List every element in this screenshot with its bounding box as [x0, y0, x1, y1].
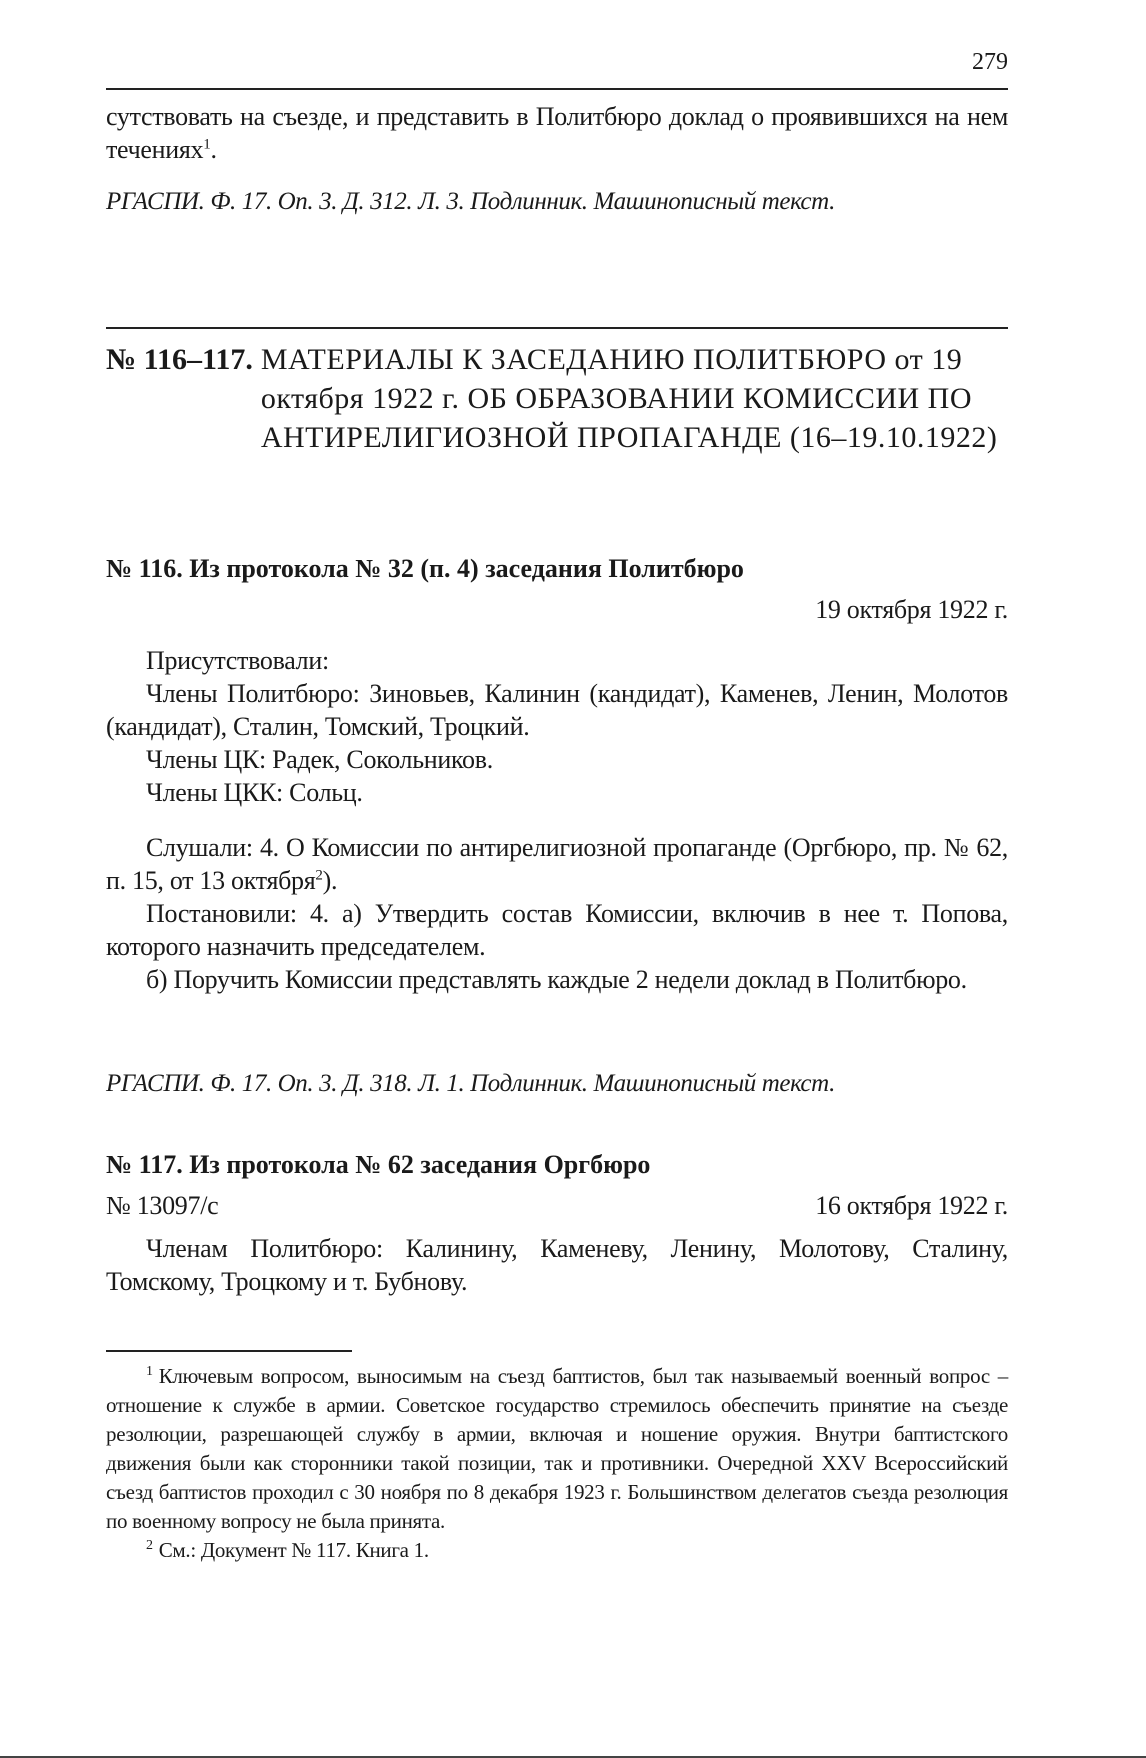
ckk-members: Члены ЦКК: Сольц.: [146, 778, 363, 807]
resolved-b: б) Поручить Комиссии представлять каждые 2 недели доклад в Политбюро.: [146, 965, 967, 994]
heard-text: Слушали: 4. О Комиссии по антирелигиозной пропаганде (Оргбюро, пр. № 62, п. 15, от 13 октября: [106, 833, 1008, 895]
heard-end: ).: [322, 866, 338, 895]
section-heading: [106, 340, 1008, 457]
footnotes: [106, 1362, 1008, 1565]
continuation-paragraph: [106, 100, 1008, 166]
footnote-ref-1[interactable]: 1: [203, 136, 211, 153]
resolved-a: Постановили: 4. а) Утвердить состав Комиссии, включив в нее т. Попова, которого назначить председателем.: [106, 899, 1008, 961]
ck-members: Члены ЦК: Радек, Сокольников.: [146, 745, 493, 774]
footnote-rule: [106, 1350, 352, 1352]
footnote-2-text: См.: Документ № 117. Книга 1.: [158, 1538, 429, 1562]
document-117: [106, 1148, 1008, 1298]
document-117-ref-number: № 13097/с: [106, 1191, 219, 1220]
document-117-addressees: Членам Политбюро: Калинину, Каменеву, Ленину, Молотову, Сталину, Томскому, Троцкому и т. Бубнову.: [106, 1234, 1008, 1296]
page-number: 279: [972, 49, 1008, 75]
footnote-1-mark: 1: [146, 1364, 153, 1379]
document-117-date: 16 октября 1922 г.: [815, 1191, 1008, 1220]
document-117-meta: [106, 1189, 1008, 1222]
document-116: [106, 552, 1008, 996]
document-116-title: № 116. Из протокола № 32 (п. 4) заседания Политбюро: [106, 554, 744, 583]
footnote-2-mark: 2: [146, 1538, 153, 1553]
heard-paragraph: [106, 831, 1008, 897]
section-title: МАТЕРИАЛЫ К ЗАСЕДАНИЮ ПОЛИТБЮРО от 19 октября 1922 г. ОБ ОБРАЗОВАНИИ КОМИССИИ ПО АНТИРЕЛИГИОЗНОЙ ПРОПАГАНДЕ (16–19.10.1922): [260, 343, 998, 454]
continuation-block: [106, 100, 1008, 166]
document-117-title: № 117. Из протокола № 62 заседания Оргбюро: [106, 1150, 651, 1179]
footnote-1: [106, 1362, 1008, 1536]
header-rule: [106, 88, 1008, 90]
present-label: Присутствовали:: [146, 646, 329, 675]
archive-source-citation-116: РГАСПИ. Ф. 17. Оп. 3. Д. 318. Л. 1. Подлинник. Машинописный текст.: [106, 1070, 835, 1097]
politburo-members: Члены Политбюро: Зиновьев, Калинин (кандидат), Каменев, Ленин, Молотов (кандидат), Сталин, Томский, Троцкий.: [106, 679, 1008, 741]
section-number: № 116–117.: [106, 343, 253, 376]
section-rule: [106, 327, 1008, 329]
continuation-end: .: [210, 135, 217, 164]
footnote-ref-2[interactable]: 2: [315, 867, 323, 884]
continuation-text: сутствовать на съезде, и представить в Политбюро доклад о проявившихся на нем течениях: [106, 102, 1008, 164]
footnote-2: [106, 1536, 1008, 1565]
archive-source-citation: РГАСПИ. Ф. 17. Оп. 3. Д. 312. Л. 3. Подлинник. Машинописный текст.: [106, 188, 835, 215]
document-116-date: 19 октября 1922 г.: [815, 595, 1008, 624]
footnote-1-text: Ключевым вопросом, выносимым на съезд баптистов, был так называемый военный вопрос – отношение к службе в армии. Советское государство стремилось обеспечить принятие на съезде резолюции, разрешающей службу в армии, включая и ношение оружия. Внутри баптистского движения были как сторонники такой позиции, так и противники. Очередной XXV Всероссийский съезд баптистов проходил с 30 ноября по 8 декабря 1923 г. Большинством делегатов съезда резолюция по военному вопросу не была принята.: [106, 1364, 1008, 1533]
